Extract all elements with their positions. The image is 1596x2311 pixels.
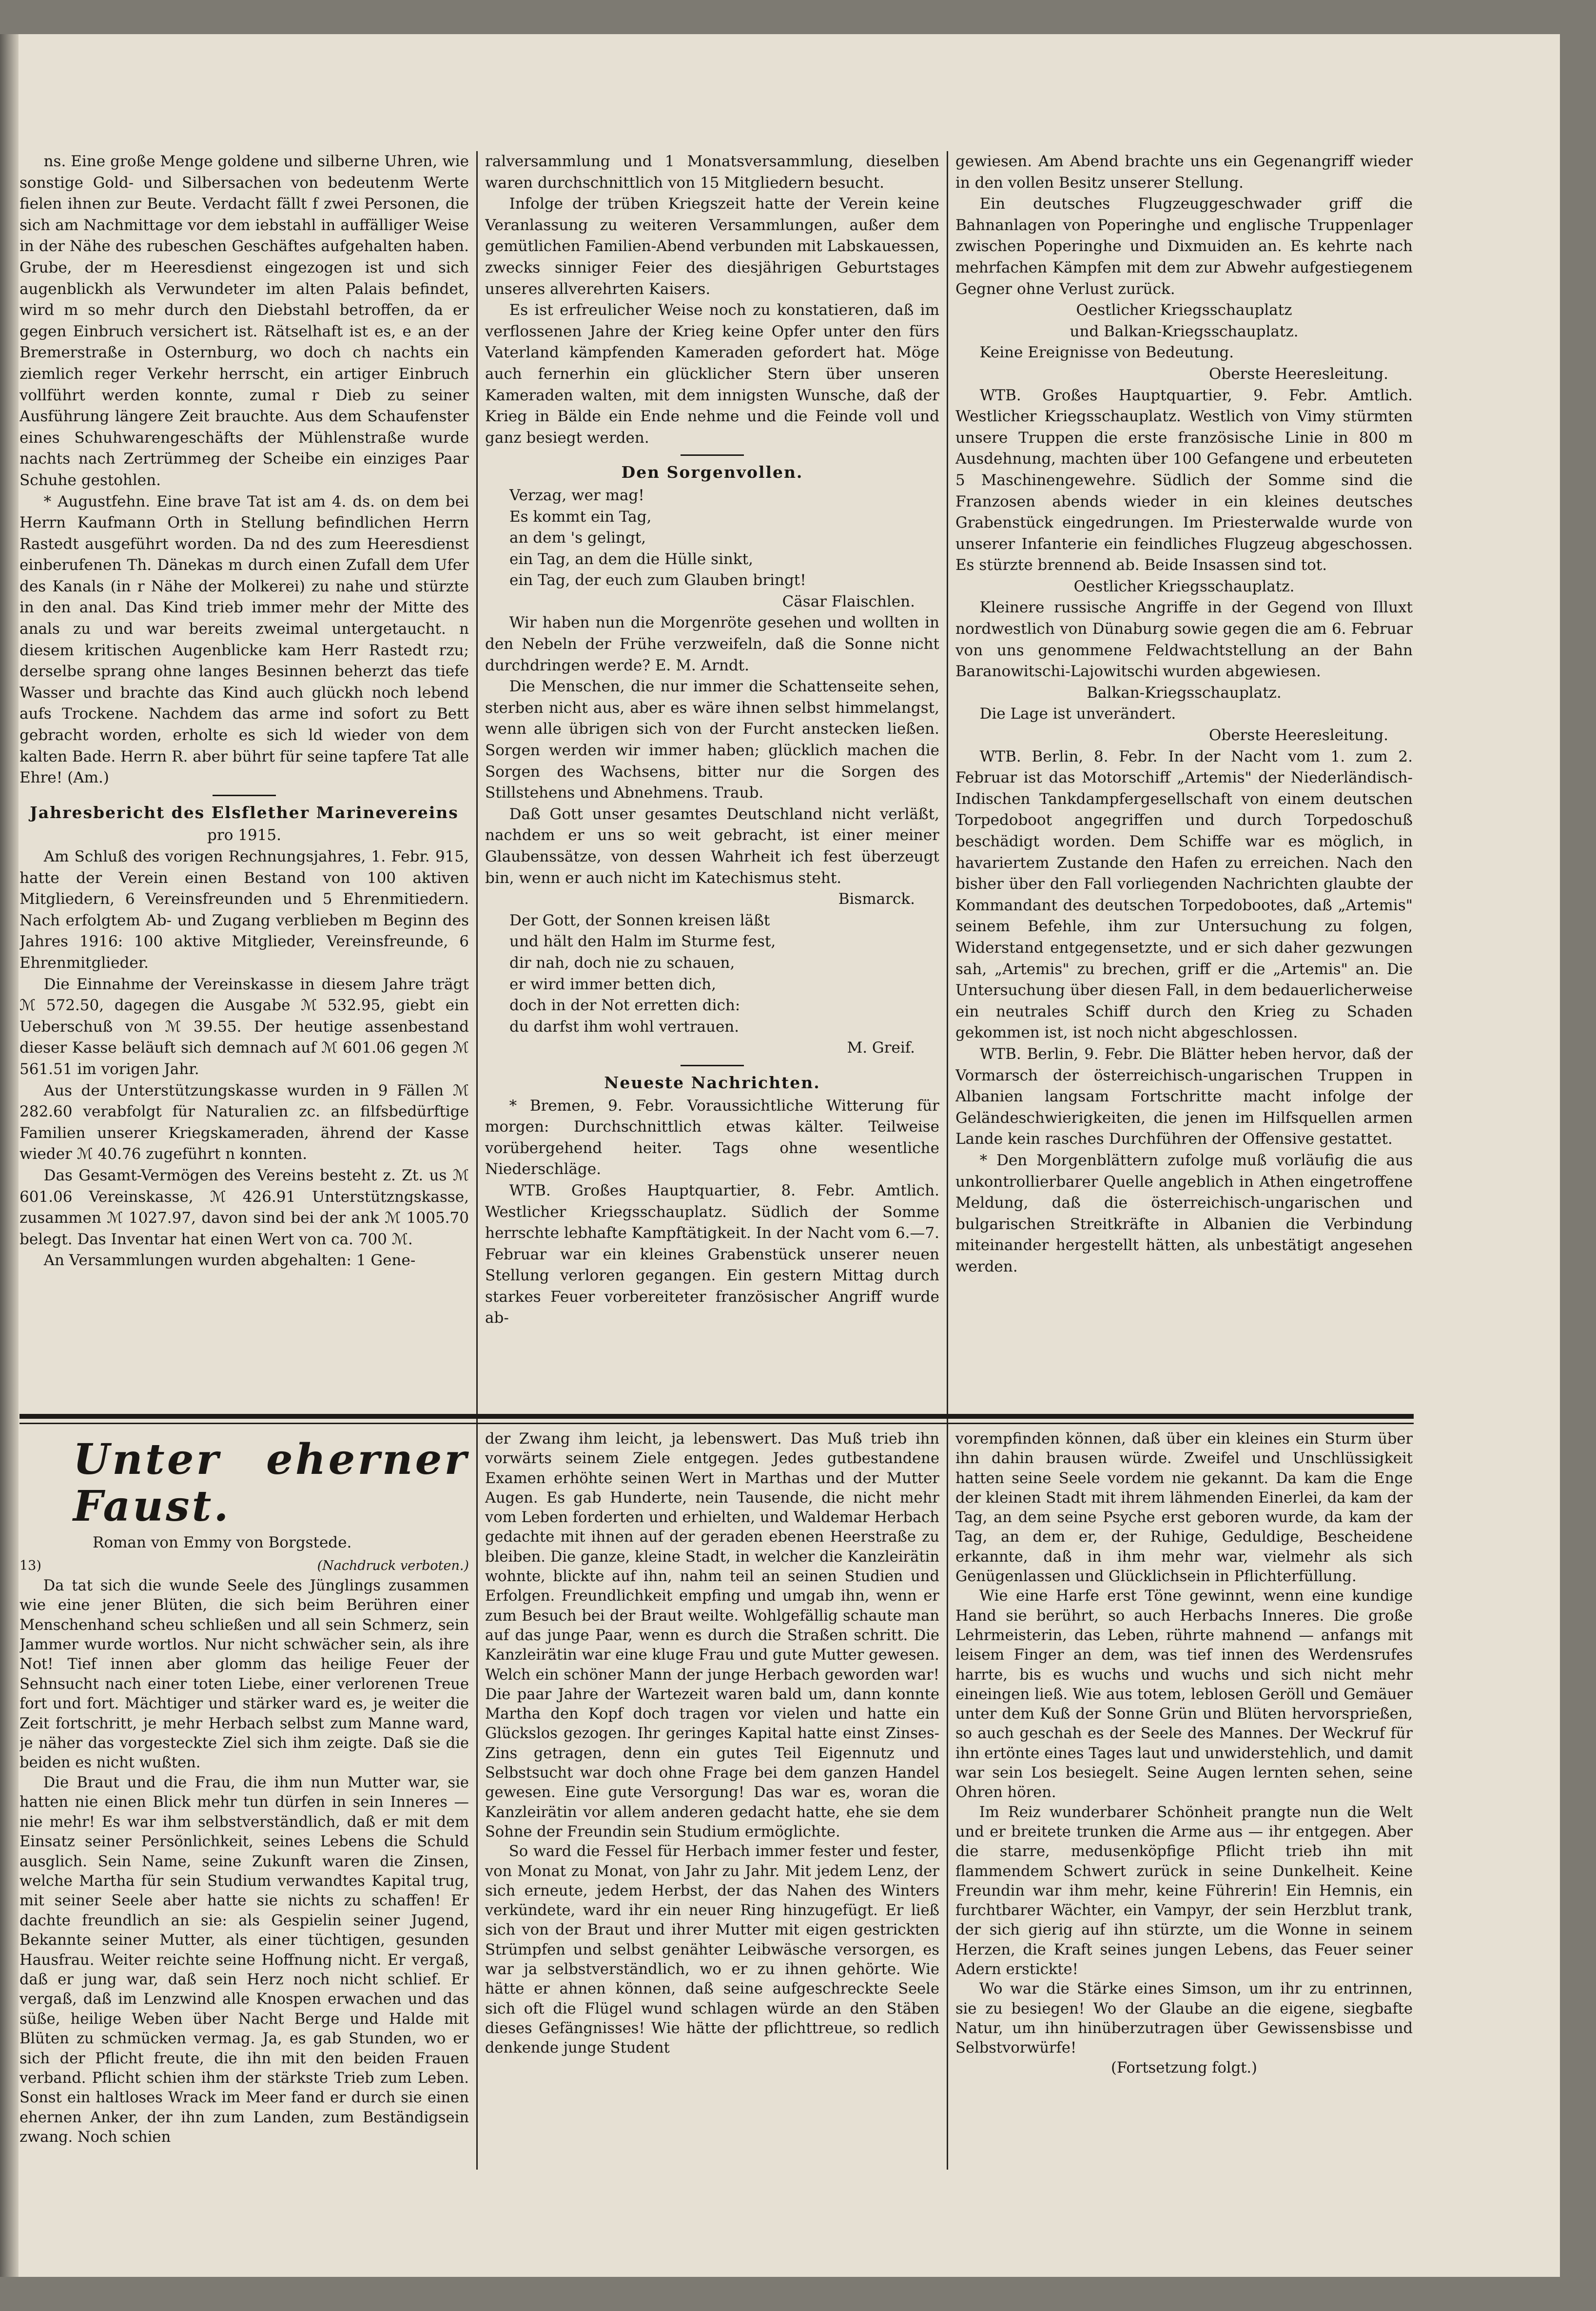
- novel-title: Unter eherner Faust.: [73, 1435, 469, 1531]
- text-line: Oestlicher Kriegsschauplatz: [1076, 301, 1292, 319]
- paragraph: Infolge der trüben Kriegszeit hatte der Verein keine Veranlassung zu weiteren Versammlungen, außer dem gemütlichen Familien-Abend verbunden mit Labskauessen, zwecks sinniger Feier des diesjährigen Geburtstages unseres allverehrten Kaisers.: [485, 195, 939, 298]
- column-divider: [476, 151, 478, 1443]
- paragraph: WTB. Großes Hauptquartier, 8. Febr. Amtlich. Westlicher Kriegsschauplatz. Südlich der Somme herrschte lebhafte Kampftätigkeit. In der Nacht vom 6.—7. Februar war ein kleines Grabenstück unserer neuen Stellung verloren gegangen. Ein gestern Mittag durch starkes Feuer vorbereiteter französischer Angriff wurde ab-: [485, 1181, 939, 1327]
- paragraph: Daß Gott unser gesamtes Deutschland nicht verläßt, nachdem er uns so weit gebracht, ist einer meiner Glaubenssätze, von dessen Wahrheit ich fest überzeugt bin, wenn er auch nicht im Katechismus steht.: [485, 805, 939, 887]
- paragraph: WTB. Berlin, 8. Febr. In der Nacht vom 1. zum 2. Februar ist das Motorschiff „Artemis" der Niederländisch-Indischen Tankdampfergesellschaft von einem deutschen Torpedoboot angegriffen und durch Torpedoschuß beschädigt worden. Dem Schiffe war es möglich, in havariertem Zustande den Hafen zu erreichen. Nach den bisher über den Fall vorliegenden Nachrichten glaubte der Kommandant des deutschen Torpedobootes, daß „Artemis" seinem Befehle, ihm zur Untersuchung zu folgen, Widerstand entgegensetzte, und er sich daher gezwungen sah, „Artemis" zu brechen, griff er die „Artemis" an. Die Untersuchung über diesen Fall, in dem bedauerlicherweise ein neutrales Schiff durch den Krieg zu Schaden gekommen ist, ist noch nicht abgeschlossen.: [955, 747, 1413, 1042]
- paragraph: Die Menschen, die nur immer die Schattenseite sehen, sterben nicht aus, aber es wäre ihnen selbst himmelangst, wenn alle übrigen sich von der Furcht anstecken ließen. Sorgen werden wir immer haben; glücklich machen die Sorgen des Wachsens, bitter nur die Sorgen des Stillstehens und Abnehmens. Traub.: [485, 678, 939, 802]
- paragraph: WTB. Großes Hauptquartier, 9. Febr. Amtlich. Westlicher Kriegsschauplatz. Westlich von Vimy stürmten unsere Truppen die erste französische Linie in 800 m Ausdehnung, machten über 100 Gefangene und erbeuteten 5 Maschinengewehre. Südlich der Somme sind die Franzosen abends wieder in ein kleines deutsches Grabenstück eingedrungen. Im Priesterwalde wurde von unserer Infanterie ein feindliches Flugzeug abgeschossen. Es stürzte brennend ab. Beide Insassen sind tot.: [955, 386, 1413, 574]
- reprint-notice: (Nachdruck verboten.): [317, 1558, 469, 1574]
- article-heading: Neueste Nachrichten.: [604, 1073, 820, 1092]
- newspaper-page: [0, 34, 1560, 2277]
- paragraph: * Bremen, 9. Febr. Voraussichtliche Witterung für morgen: Durchschnittlich etwas kälter. Teilweise vorübergehend heiter. Tags ohne wesentliche Niederschläge.: [485, 1097, 939, 1178]
- separator-rule: [681, 1065, 744, 1066]
- column-divider: [476, 1429, 478, 2170]
- paragraph: An Versammlungen wurden abgehalten: 1 Gene-: [43, 1252, 416, 1270]
- paragraph: * Den Morgenblättern zufolge muß vorläufig die aus unkontrollierbarer Quelle angeblich in Athen eingetroffene Meldung, daß die österreichisch-ungarischen und bulgarischen Streitkräfte in Albanien die Verbindung miteinander hergestellt hätten, als unbestätigt angesehen werden.: [955, 1151, 1413, 1275]
- column-divider: [947, 151, 948, 1443]
- text-line: pro 1915.: [207, 826, 281, 844]
- top-column-3: [955, 151, 1413, 1434]
- paragraph: Die Lage ist unverändert.: [979, 705, 1176, 723]
- text-line: und Balkan-Kriegsschauplatz.: [1070, 322, 1299, 340]
- column-divider: [947, 1429, 948, 2170]
- paragraph: So ward die Fessel für Herbach immer fester und fester, von Monat zu Monat, von Jahr zu Jahr. Mit jedem Lenz, der sich erneute, jedem Herbst, der das Nahen des Winters verkündete, ward ihr ein neuer Ring hinzugefügt. Er ließ sich von der Braut und ihrer Mutter mit eigen gestrickten Strümpfen und selbst genähter Leibwäsche versorgen, es war ja selbstverständlich, wo er zu ihnen gehörte. Wie hätte er ahnen können, daß seine aufgeschreckte Seele sich oft die Flügel wund schlagen würde an den Stäben dieses Gefängnisses! Wie hätte der pflichttreue, so redlich denkende junge Student: [485, 1843, 939, 2057]
- paragraph: Wir haben nun die Morgenröte gesehen und wollten in den Nebeln der Frühe verzweifeln, daß die Sonne nicht durchdringen werde? E. M. Arndt.: [485, 614, 939, 674]
- poem-line: Der Gott, der Sonnen kreisen läßt: [509, 911, 770, 929]
- poem-line: ein Tag, an dem die Hülle sinkt,: [509, 550, 753, 568]
- page-gutter: [0, 34, 19, 2277]
- paragraph: Die Braut und die Frau, die ihm nun Mutter war, sie hatten nie einen Blick mehr tun dürfen in sein Inneres — nie mehr! Es war ihm selbstverständlich, daß er mit dem Einsatz seiner Persönlichkeit, seines Lebens die Schuld ausglich. Sein Name, seine Zukunft waren die Zinsen, welche Martha für sein Studium verwandtes Kapital trug, mit seiner Seele aber hatte sie nichts zu schaffen! Er dachte freundlich an sie: als Gespielin seiner Jugend, Bekannte seiner Mutter, als einer tüchtigen, gesunden Hausfrau. Weiter reichte seine Hoffnung nicht. Er vergaß, daß er jung war, daß sein Herz noch nicht schlief. Er vergaß, daß im Lenzwind alle Knospen erwachen und das süße, heilige Weben über Nacht Berge und Halde mit Blüten zu schmücken vermag. Ja, es gab Stunden, wo er sich der Pflicht freute, die ihn mit den beiden Frauen verband. Pflicht schien ihm der stärkste Trieb zum Leben. Sonst ein haltloses Wrack im Meer fand er durch sie einen ehernen Anker, der ihn zum Landen, zum Beständigsein zwang. Noch schien: [19, 1774, 469, 2146]
- paragraph: Ein deutsches Flugzeuggeschwader griff die Bahnanlagen von Poperinghe und englische Truppenlager zwischen Poperinghe und Dixmuiden an. Es kehrte nach mehrfachen Kämpfen mit dem zur Abwehr aufgestiegenem Gegner ohne Verlust zurück.: [955, 195, 1413, 298]
- poem-line: doch in der Not erretten dich:: [509, 997, 740, 1015]
- top-column-2: [485, 151, 939, 1434]
- novel-column-3: [955, 1430, 1413, 2171]
- paragraph: Wie eine Harfe erst Töne gewinnt, wenn eine kundige Hand sie berührt, so auch Herbachs Inneres. Die große Lehrmeisterin, das Leben, rührte mahnend — anfangs mit leisem Finger an dem, was tief innen des Werdensrufes harrte, bis es wuchs und wuchs und sich nicht mehr eineingen ließ. Wie aus totem, leblosen Geröll und Gemäuer unter dem Kuß der Sonne Grün und Blüten hervorsprießen, so auch geschah es der Seele des Mannes. Der Weckruf für ihn ertönte eines Tages laut und unwiderstehlich, und damit war sein Los besiegelt. Seine Augen lernten sehen, seine Ohren hören.: [955, 1587, 1413, 1802]
- paragraph: Da tat sich die wunde Seele des Jünglings zusammen wie eine jener Blüten, die sich beim Berühren einer Menschenhand scheu schließen und all sein Schmerz, sein Jammer wurde wortlos. Nur nicht schwächer sein, als ihre Not! Tief innen aber glomm das heilige Feuer der Sehnsucht nach einer toten Liebe, einer verlorenen Treue fort und fort. Mächtiger und stärker ward es, je weiter die Zeit fortschritt, je mehr Herbach selbst zum Manne ward, je näher das vorgesteckte Ziel sich ihm zeigte. Daß sie die beiden es nicht wußten.: [19, 1577, 469, 1772]
- paragraph: vorempfinden können, daß über ein kleines ein Sturm über ihn dahin brausen würde. Zweifel und Unschlüssigkeit hatten seine Seele vordem nie gekannt. Da kam die Enge der kleinen Stadt mit ihrem lähmenden Einerlei, da kam der Tag, an dem seine Psyche erst geboren wurde, da kam der Tag, an dem er, der Ruhige, Geduldige, Bescheidene erkannte, daß in ihm mehr war, vielmehr als sich Genügenlassen und Glücklichsein in Pflichterfüllung.: [955, 1430, 1413, 1586]
- paragraph: Am Schluß des vorigen Rechnungsjahres, 1. Febr. 915, hatte der Verein einen Bestand von 100 aktiven Mitgliedern, 6 Vereinsfreunden und 5 Ehrenmitiedern. Nach erfolgtem Ab- und Zugang verblieben m Beginn des Jahres 1916: 100 aktive Mitglieder, Vereinsfreunde, 6 Ehrenmitglieder.: [19, 848, 469, 972]
- top-column-1: [19, 151, 469, 1434]
- article-heading: Jahresbericht des Elsflether Marinevereins: [30, 803, 459, 822]
- paragraph: der Zwang ihm leicht, ja lebenswert. Das Muß trieb ihn vorwärts seinem Ziele entgegen. Jedes gutbestandene Examen erhöhte seinen Wert in Marthas und der Mutter Augen. Es gab Hunderte, nein Tausende, die nicht mehr vom Leben forderten und erhielten, und Waldemar Herbach gedachte mit ihnen auf der geraden ebenen Heerstraße zu bleiben. Die ganze, kleine Stadt, in welcher die Kanzleirätin wohnte, blickte auf ihn, nahm teil an seinen Studien und Erfolgen. Freundlichkeit empfing und umgab ihn, wenn er zum Besuch bei der Braut weilte. Wohlgefällig schaute man auf das junge Paar, wenn es durch die Straßen schritt. Die Kanzleirätin war eine kluge Frau und gute Mutter gewesen. Welch ein schöner Mann der junge Herbach geworden war! Die paar Jahre der Wartezeit waren bald um, dann konnte Martha den Kopf doch tragen vor vielen und hatte ein Glückslos gezogen. Ihr geringes Kapital hatte einst Zinses-Zins getragen, denn ein gutes Teil Eigennutz und Selbstsucht war doch ohne Frage bei dem ganzen Handel gewesen. Eine gute Versorgung! Das war es, woran die Kanzleirätin vor allem anderen gedacht hatte, ehe sie dem Sohne der Freundin sein Studium ermöglichte.: [485, 1430, 939, 1841]
- novel-text-1: [19, 1576, 469, 2148]
- poem-line: dir nah, doch nie zu schauen,: [509, 954, 735, 972]
- poem-line: du darfst ihm wohl vertrauen.: [509, 1018, 740, 1036]
- paragraph: Aus der Unterstützungskasse wurden in 9 Fällen ℳ 282.60 verabfolgt für Naturalien zc. an filfsbedürftige Familien unserer Kriegskameraden, ährend der Kasse wieder ℳ 40.76 zugeführt n konnten.: [19, 1081, 469, 1163]
- paragraph: Kleinere russische Angriffe in der Gegend von Illuxt nordwestlich von Dünaburg sowie gegen die am 6. Februar von uns genommene Feldwachtstellung an der Bahn Baranowitschi-Lajowitschi wurden abgewiesen.: [955, 599, 1413, 681]
- poem-line: er wird immer betten dich,: [509, 975, 716, 993]
- section-rule-thin: [19, 1423, 1414, 1424]
- text-line: Oberste Heeresleitung.: [1208, 365, 1388, 383]
- paragraph: ralversammlung und 1 Monatsversammlung, dieselben waren durchschnittlich von 15 Mitgliedern besucht.: [485, 153, 939, 192]
- text-line: Cäsar Flaischlen.: [782, 592, 915, 610]
- paragraph: gewiesen. Am Abend brachte uns ein Gegenangriff wieder in den vollen Besitz unserer Stellung.: [955, 153, 1413, 192]
- poem-line: ein Tag, der euch zum Glauben bringt!: [509, 571, 806, 589]
- section-rule: [19, 1414, 1414, 1419]
- paragraph: Im Reiz wunderbarer Schönheit prangte nun die Welt und er breitete trunken die Arme aus — ihr entgegen. Aber die starre, medusenköpfige Pflicht trieb ihn mit flammendem Schwert zurück in seine Dunkelheit. Keine Freundin war ihm mehr, keine Führerin! Ein Hemnis, ein furchtbarer Wächter, ein Vampyr, der sein Herzblut trank, der sich gierig auf ihn stürzte, um die Wonne in seinem Herzen, die Kraft seines jungen Lebens, das Feuer seiner Adern erstickte!: [955, 1803, 1413, 1978]
- paragraph: ns. Eine große Menge goldene und silberne Uhren, wie sonstige Gold- und Silbersachen von bedeutenm Werte fielen ihnen zur Beute. Verdacht fällt f zwei Personen, die sich am Nachmittage vor dem iebstahl in auffälliger Weise in der Nähe des rubeschen Geschäftes aufgehalten haben. Grube, der m Heeresdienst eingezogen ist und sich augenblickh als Verwundeter im alten Palais befindet, wird m so mehr durch den Diebstahl betroffen, da er gegen Einbruch versichert ist. Rätselhaft ist es, e an der Bremerstraße in Osternburg, wo doch ch nachts ein ziemlich reger Verkehr herrscht, ein artiger Einbruch vollführt werden konnte, zumal r Dieb zu seiner Ausführung längere Zeit brauchte. Aus dem Schaufenster eines Schuhwarengeschäfts der Mühlenstraße wurde nachts nach Zertrümmeg der Scheibe ein einziges Paar Schuhe gestohlen.: [19, 153, 469, 489]
- installment-number: 13): [19, 1558, 41, 1574]
- paragraph: WTB. Berlin, 9. Febr. Die Blätter heben hervor, daß der Vormarsch der österreichisch-ungarischen Truppen in Albanien langsam Fortschritte macht infolge der Geländeschwierigkeiten, die jenen im Hilfsquellen armen Lande kein rasches Durchführen der Offensive gestattet.: [955, 1045, 1413, 1148]
- separator-rule: [213, 795, 276, 796]
- text-line: Oestlicher Kriegsschauplatz.: [1073, 577, 1295, 595]
- text-line: Balkan-Kriegsschauplatz.: [1087, 684, 1282, 702]
- text-line: (Fortsetzung folgt.): [1111, 2059, 1257, 2076]
- paragraph: Es ist erfreulicher Weise noch zu konstatieren, daß im verflossenen Jahre der Krieg keine Opfer unter den fürs Vaterland kämpfenden Kameraden gefordert hat. Möge auch fernerhin ein glücklicher Stern über unseren Kameraden walten, mit dem innigsten Wunsche, daß der Krieg in Bälde ein Ende nehme und die Feinde voll und ganz besiegt werden.: [485, 301, 939, 447]
- text-line: M. Greif.: [847, 1039, 915, 1057]
- paragraph: Wo war die Stärke eines Simson, um ihr zu entrinnen, sie zu besiegen! Wo der Glaube an die eigene, siegbafte Natur, um ihn hinüberzutragen über Gewissensbisse und Selbstvorwürfe!: [955, 1980, 1413, 2057]
- paragraph: Die Einnahme der Vereinskasse in diesem Jahre trägt ℳ 572.50, dagegen die Ausgabe ℳ 532.95, giebt ein Ueberschuß von ℳ 39.55. Der heutige assenbestand dieser Kasse beläuft sich demnach auf ℳ 601.06 gegen ℳ 561.51 im vorigen Jahr.: [19, 975, 469, 1078]
- paragraph: * Augustfehn. Eine brave Tat ist am 4. ds. on dem bei Herrn Kaufmann Orth in Stellung befindlichen Herrn Rastedt ausgeführt worden. Da nd des zum Heeresdienst einberufenen Th. Dänekas m durch einen Zufall dem Ufer des Kanals (in r Nähe der Molkerei) zu nahe und stürzte in den anal. Das Kind trieb immer mehr der Mitte des anals zu und war bereits zweimal untergetaucht. n diesem kritischen Augenblicke kam Herr Rastedt rzu; derselbe sprang ohne langes Besinnen beherzt das tiefe Wasser und brachte das Kind auch glückh noch lebend aufs Trockene. Nachdem das arme ind sofort zu Bett gebracht worden, erholte es sich ld wieder von dem kalten Bade. Herrn R. aber bührt für seine tapfere Tat alle Ehre! (Am.): [19, 492, 469, 787]
- novel-column-2: [485, 1430, 939, 2171]
- text-line: Oberste Heeresleitung.: [1208, 726, 1388, 744]
- poem-line: Verzag, wer mag!: [509, 486, 644, 504]
- paragraph: Das Gesamt-Vermögen des Vereins besteht z. Zt. us ℳ 601.06 Vereinskasse, ℳ 426.91 Unterstützngskasse, zusammen ℳ 1027.97, davon sind bei der ank ℳ 1005.70 belegt. Das Inventar hat einen Wert von ca. 700 ℳ.: [19, 1166, 469, 1248]
- poem-line: Es kommt ein Tag,: [509, 508, 652, 526]
- novel-column-1: [19, 1430, 469, 2171]
- article-heading: Den Sorgenvollen.: [621, 463, 803, 482]
- separator-rule: [681, 454, 744, 456]
- poem-line: und hält den Halm im Sturme fest,: [509, 933, 776, 951]
- poem-line: an dem 's gelingt,: [509, 529, 646, 547]
- novel-author: Roman von Emmy von Borgstede.: [93, 1534, 352, 1551]
- paragraph: Keine Ereignisse von Bedeutung.: [979, 344, 1234, 362]
- text-line: Bismarck.: [838, 890, 915, 908]
